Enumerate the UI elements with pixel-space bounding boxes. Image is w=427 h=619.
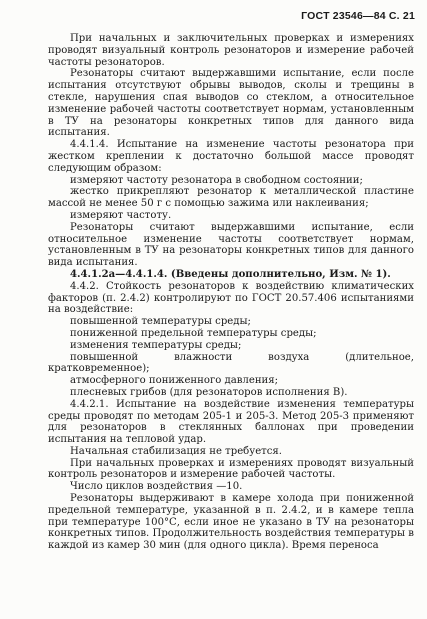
paragraph: пониженной предельной температуры среды; bbox=[70, 327, 317, 339]
paragraph: повышенной влажности воздуха (длительное, кратковременное); bbox=[48, 351, 414, 375]
paragraph: 4.4.1.2а—4.4.1.4. (Введены дополнительно, Изм. № 1). bbox=[70, 268, 391, 280]
page-header: ГОСТ 23546—84 С. 21 bbox=[301, 10, 415, 22]
paragraph: Начальная стабилизация не требуется. bbox=[70, 445, 282, 457]
paragraph: жестко прикрепляют резонатор к металлической пластине массой не менее 50 г с помощью зажима или наклеивания; bbox=[48, 186, 414, 210]
document-body bbox=[48, 33, 414, 552]
paragraph: Резонаторы считают выдержавшими испытание, если относительное изменение частоты соответствует нормам, установленным в ТУ на резонаторы конкретных типов для данного вида испытания. bbox=[48, 221, 414, 269]
paragraph: измеряют частоту резонатора в свободном состоянии; bbox=[70, 174, 363, 186]
paragraph: изменения температуры среды; bbox=[70, 339, 242, 351]
paragraph: При начальных проверках и измерениях проводят визуальный контроль резонаторов и измерение рабочей частоты. bbox=[48, 457, 414, 481]
paragraph: измеряют частоту. bbox=[70, 209, 172, 221]
paragraph: Число циклов воздействия —10. bbox=[70, 481, 243, 493]
paragraph: повышенной температуры среды; bbox=[70, 316, 251, 328]
paragraph: плесневых грибов (для резонаторов исполнения В). bbox=[70, 386, 348, 398]
paragraph: При начальных и заключительных проверках и измерениях проводят визуальный контроль резонаторов и измерение рабочей частоты резонаторов. bbox=[48, 33, 414, 68]
paragraph: 4.4.1.4. Испытание на изменение частоты резонатора при жестком креплении к достаточно большой массе проводят следующим образом: bbox=[48, 139, 414, 174]
paragraph: 4.4.2. Стойкость резонаторов к воздействию климатических факторов (п. 2.4.2) контролируют по ГОСТ 20.57.406 испытаниями на воздействие: bbox=[48, 280, 414, 316]
paragraph: Резонаторы выдерживают в камере холода при пониженной предельной температуре, указанной в п. 2.4.2, и в камере тепла при температуре 100°С, если иное не указано в ТУ на резонаторы конкретных типов. Продолжительность воздействия температуры в каждой из камер 30 мин (для одного цикла). Время переноса bbox=[48, 493, 414, 552]
paragraph: атмосферного пониженного давления; bbox=[70, 375, 279, 387]
paragraph: Резонаторы считают выдержавшими испытание, если после испытания отсутствуют обрывы выводов, сколы и трещины в стекле, нарушения спая выводов со стеклом, а относительное изменение рабочей частоты соответствует нормам, установленным в ТУ на резонаторы конкретных типов для данного вида испытания. bbox=[48, 68, 414, 139]
paragraph: 4.4.2.1. Испытание на воздействие изменения температуры среды проводят по методам 205-1 и 205-3. Метод 205-3 применяют для резонаторов в стеклянных баллонах при проведении испытания на тепловой удар. bbox=[48, 398, 414, 446]
